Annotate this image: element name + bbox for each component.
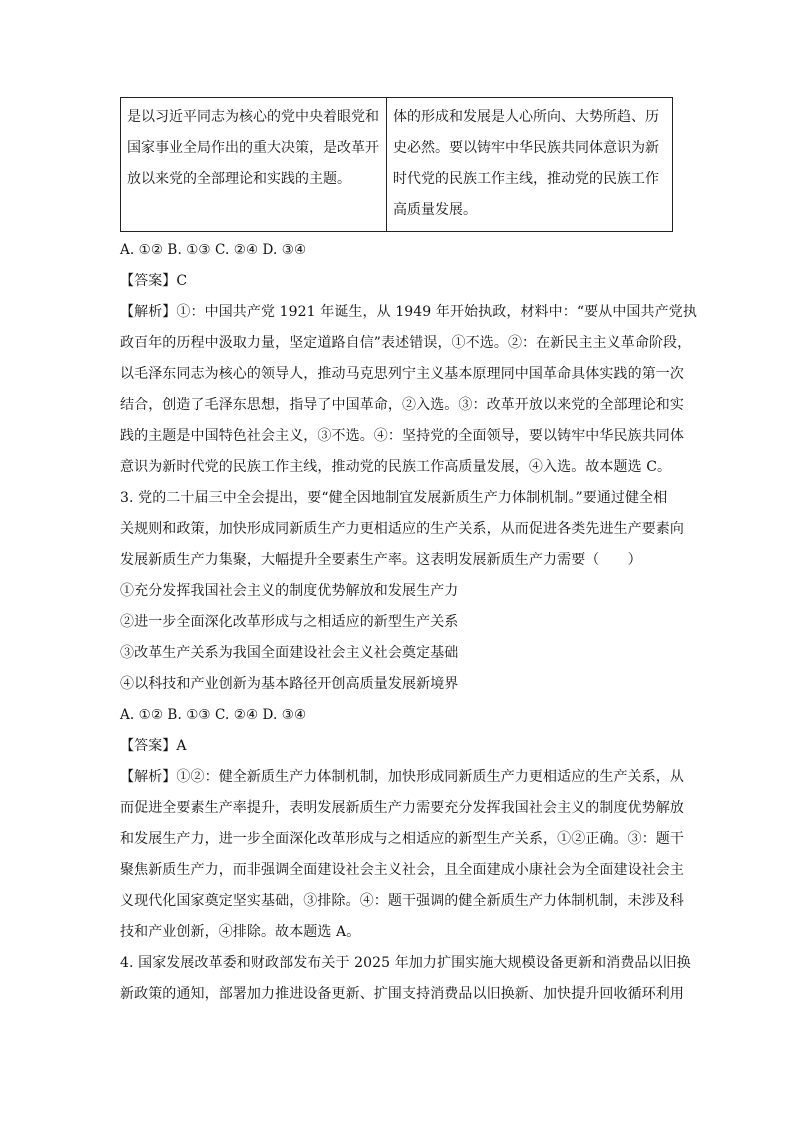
- statement-line: ②进一步全面深化改革形成与之相适应的新型生产关系: [120, 614, 459, 630]
- comparison-table: [120, 97, 673, 232]
- analysis-line: 【解析】①②：健全新质生产力体制机制，加快形成同新质生产力更相适应的生产关系，从: [120, 769, 684, 785]
- answer-line: 【答案】C: [120, 273, 188, 289]
- analysis-line: 义现代化国家奠定坚实基础，③排除。④：题干强调的健全新质生产力体制机制，未涉及科: [120, 893, 684, 909]
- analysis-line: 结合，创造了毛泽东思想，指导了中国革命，②入选。③：改革开放以来党的全部理论和实: [120, 397, 684, 413]
- analysis-line: 聚焦新质生产力，而非强调全面建设社会主义社会，且全面建成小康社会为全面建设社会主: [120, 862, 684, 878]
- analysis-line: 政百年的历程中汲取力量，坚定道路自信”表述错误，①不选。②：在新民主主义革命阶段，: [120, 335, 692, 351]
- question-line: 发展新质生产力集聚，大幅提升全要素生产率。这表明发展新质生产力需要（ ）: [120, 552, 642, 568]
- question-line: 新政策的通知，部署加力推进设备更新、扩围支持消费品以旧换新、加快提升回收循环利用: [120, 986, 684, 1002]
- answer-options: A. ①② B. ①③ C. ②④ D. ③④: [120, 707, 307, 723]
- analysis-line: 意识为新时代党的民族工作主线，推动党的民族工作高质量发展，④入选。故本题选 C。: [120, 459, 672, 475]
- answer-line: 【答案】A: [120, 738, 187, 754]
- statement-line: ④以科技和产业创新为基本路径开创高质量发展新境界: [120, 676, 459, 692]
- answer-options: A. ①② B. ①③ C. ②④ D. ③④: [120, 242, 307, 258]
- statement-line: ③改革生产关系为我国全面建设社会主义社会奠定基础: [120, 645, 459, 661]
- analysis-line: 【解析】①：中国共产党 1921 年诞生，从 1949 年开始执政，材料中：“要从中国共产党执: [120, 304, 697, 320]
- analysis-line: 践的主题是中国特色社会主义，③不选。④：坚持党的全面领导，要以铸牢中华民族共同体: [120, 428, 684, 444]
- analysis-line: 而促进全要素生产率提升，表明发展新质生产力需要充分发挥我国社会主义的制度优势解放: [120, 800, 684, 816]
- analysis-line: 技和产业创新，④排除。故本题选 A。: [120, 924, 361, 940]
- question-line: 3. 党的二十届三中全会提出，要“健全因地制宜发展新质生产力体制机制。”要通过健全相: [120, 490, 668, 506]
- table-cell-right: 体的形成和发展是人心所向、大势所趋、历史必然。要以铸牢中华民族共同体意识为新时代党的民族工作主线，推动党的民族工作高质量发展。: [387, 98, 673, 232]
- statement-line: ①充分发挥我国社会主义的制度优势解放和发展生产力: [120, 583, 459, 599]
- table-row: [121, 98, 673, 232]
- question-line: 4. 国家发展改革委和财政部发布关于 2025 年加力扩围实施大规模设备更新和消费品以旧换: [120, 955, 691, 971]
- analysis-line: 以毛泽东同志为核心的领导人，推动马克思列宁主义基本原理同中国革命具体实践的第一次: [120, 366, 684, 382]
- table-cell-left: 是以习近平同志为核心的党中央着眼党和国家事业全局作出的重大决策，是改革开放以来党的全部理论和实践的主题。: [121, 98, 387, 232]
- analysis-line: 和发展生产力，进一步全面深化改革形成与之相适应的新型生产关系，①②正确。③：题干: [120, 831, 684, 847]
- question-line: 关规则和政策，加快形成同新质生产力更相适应的生产关系，从而促进各类先进生产要素向: [120, 521, 684, 537]
